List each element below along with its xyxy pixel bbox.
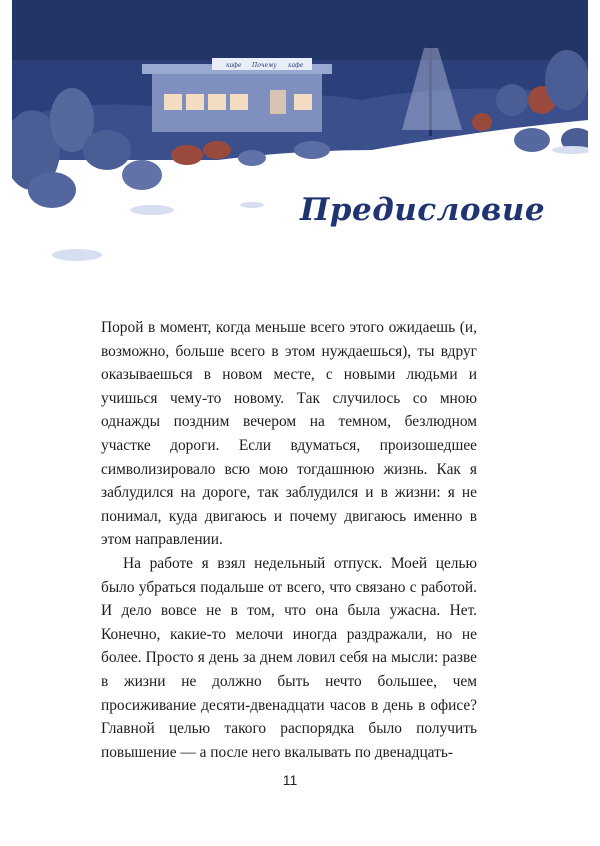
paragraph-2: На работе я взял недельный отпуск. Моей целью было убраться подальше от всего, что связано с работой. И дело вовсе не в том, что она была ужасна. Нет. Конечно, какие-то мелочи иногда раздражали, но не более. Просто я день за днем ловил себя на мысли: разве в жизни не должно быть нечто большее, чем просиживание десяти-двенадцати часов в день в офисе? Главной целью такого распорядка было получить повышение — а после него вкалывать по двенадцать- [101, 554, 477, 761]
body-text [101, 316, 477, 764]
night-cafe-illustration [12, 0, 588, 290]
cafe-sign-center: Почему [252, 62, 277, 69]
page-number: 11 [282, 772, 298, 788]
paragraph-1: Порой в момент, когда меньше всего этого ожидаешь (и, возможно, больше всего в этом нуждаешься), ты вдруг оказываешься в новом месте, с новыми людьми и учишься чему-то новому. Так случилось со мною однажды поздним вечером на темном, безлюдном участке дороги. Если вдуматься, произошедшее символизировало всю мою тогдашнюю жизнь. Как я заблудился на дороге, так заблудился и в жизни: я не понимал, куда двигаюсь и почему двигаюсь именно в этом направлении. [101, 319, 477, 549]
cafe-sign-left: кафе [226, 62, 242, 69]
chapter-title: Предисловие [300, 192, 546, 228]
cafe-sign-right: кафе [288, 62, 304, 69]
